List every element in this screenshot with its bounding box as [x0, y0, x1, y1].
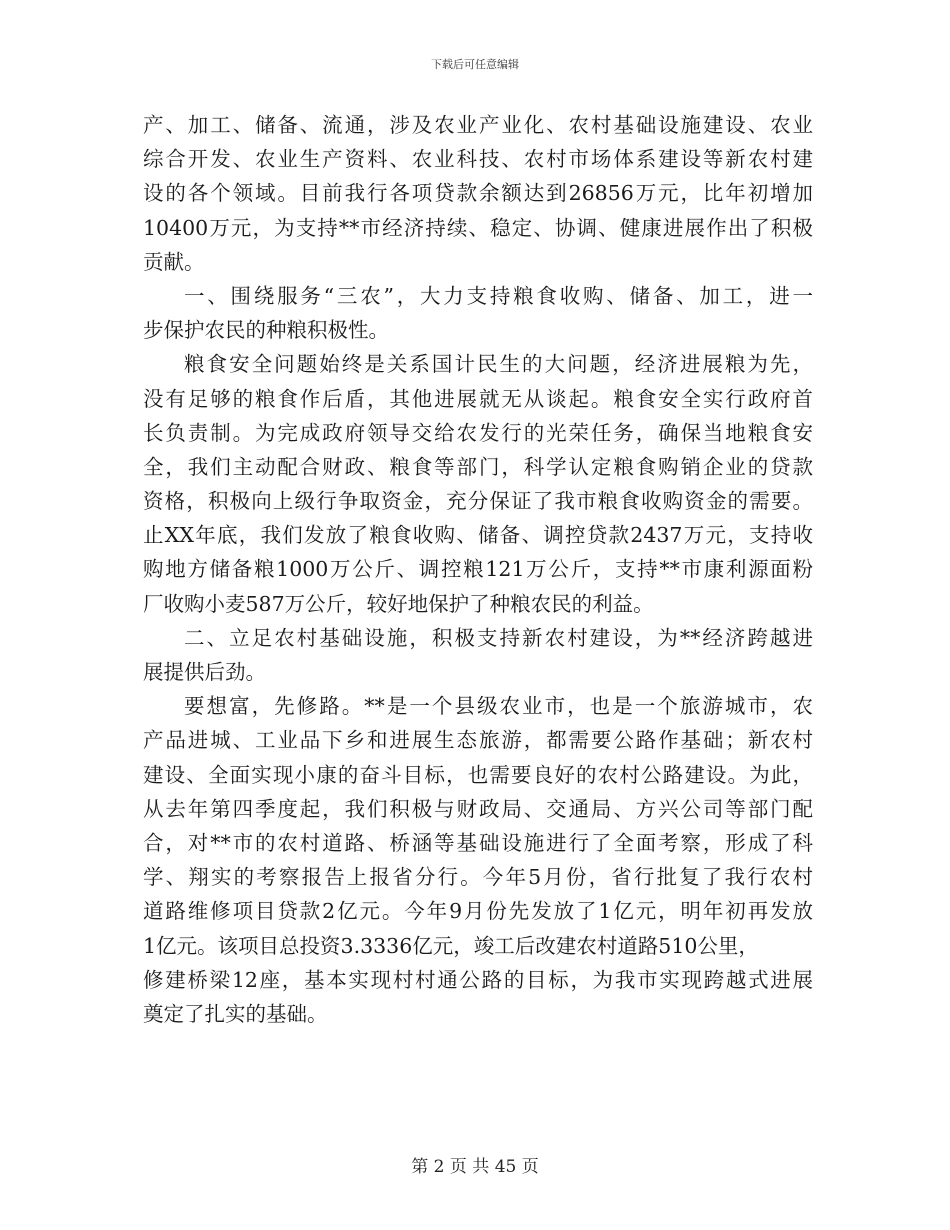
text-line: 产、加工、储备、流通，涉及农业产业化、农村基础设施建设、农业	[143, 113, 813, 137]
text-line: 厂收购小麦587万公斤，较好地保护了种粮农民的利益。	[143, 591, 654, 616]
text-line: 综合开发、农业生产资料、农业科技、农村市场体系建设等新农村建	[143, 147, 813, 172]
text-line: 合，对**市的农村道路、桥涵等基础设施进行了全面考察，形成了科	[143, 830, 813, 855]
text-line: 从去年第四季度起，我们积极与财政局、交通局、方兴公司等部门配	[143, 796, 813, 821]
text-line: 1亿元。该项目总投资3.3336亿元，竣工后改建农村道路510公里，	[143, 933, 759, 958]
text-line: 全，我们主动配合财政、粮食等部门，科学认定粮食购销企业的贷款	[143, 454, 813, 479]
page-number: 第 2 页 共 45 页	[411, 1157, 539, 1177]
text-line: 购地方储备粮1000万公斤、调控粮121万公斤，支持**市康利源面粉	[143, 557, 813, 582]
text-line: 步保护农民的种粮积极性。	[143, 318, 389, 343]
text-line: 产品进城、工业品下乡和进展生态旅游，都需要公路作基础；新农村	[143, 728, 813, 753]
text-line: 贡献。	[143, 249, 205, 274]
page-header: 下载后可任意编辑	[431, 58, 519, 71]
section-heading	[143, 621, 813, 689]
text-line: 粮食安全问题始终是关系国计民生的大问题，经济进展粮为先，	[184, 352, 813, 377]
text-line: 一、围绕服务“三农”，大力支持粮食收购、储备、加工，进一	[184, 283, 813, 308]
text-line: 要想富，先修路。**是一个县级农业市，也是一个旅游城市，农	[184, 694, 813, 719]
text-line: 没有足够的粮食作后盾，其他进展就无从谈起。粮食安全实行政府首	[143, 386, 813, 411]
text-line: 学、翔实的考察报告上报省分行。今年5月份，省行批复了我行农村	[143, 865, 813, 890]
text-line: 二、立足农村基础设施，积极支持新农村建设，为**经济跨越进	[184, 625, 813, 650]
text-line: 资格，积极向上级行争取资金，充分保证了我市粮食收购资金的需要。	[143, 489, 813, 514]
text-line: 道路维修项目贷款2亿元。今年9月份先发放了1亿元，明年初再发放	[143, 899, 813, 924]
document-body	[143, 108, 813, 1031]
paragraph	[143, 108, 813, 279]
text-line: 展提供后劲。	[143, 660, 266, 684]
paragraph	[143, 689, 813, 1031]
text-line: 修建桥梁12座，基本实现村村通公路的目标，为我市实现跨越式进展	[143, 967, 813, 992]
text-line: 奠定了扎实的基础。	[143, 1001, 328, 1026]
text-line: 止XX年底，我们发放了粮食收购、储备、调控贷款2437万元，支持收	[143, 523, 813, 548]
text-line: 建设、全面实现小康的奋斗目标，也需要良好的农村公路建设。为此，	[143, 762, 813, 787]
paragraph	[143, 347, 813, 621]
section-heading	[143, 279, 813, 347]
text-line: 10400万元，为支持**市经济持续、稳定、协调、健康进展作出了积极	[143, 215, 813, 240]
text-line: 设的各个领域。目前我行各项贷款余额达到26856万元，比年初增加	[143, 181, 813, 206]
text-line: 长负责制。为完成政府领导交给农发行的光荣任务，确保当地粮食安	[143, 420, 813, 445]
